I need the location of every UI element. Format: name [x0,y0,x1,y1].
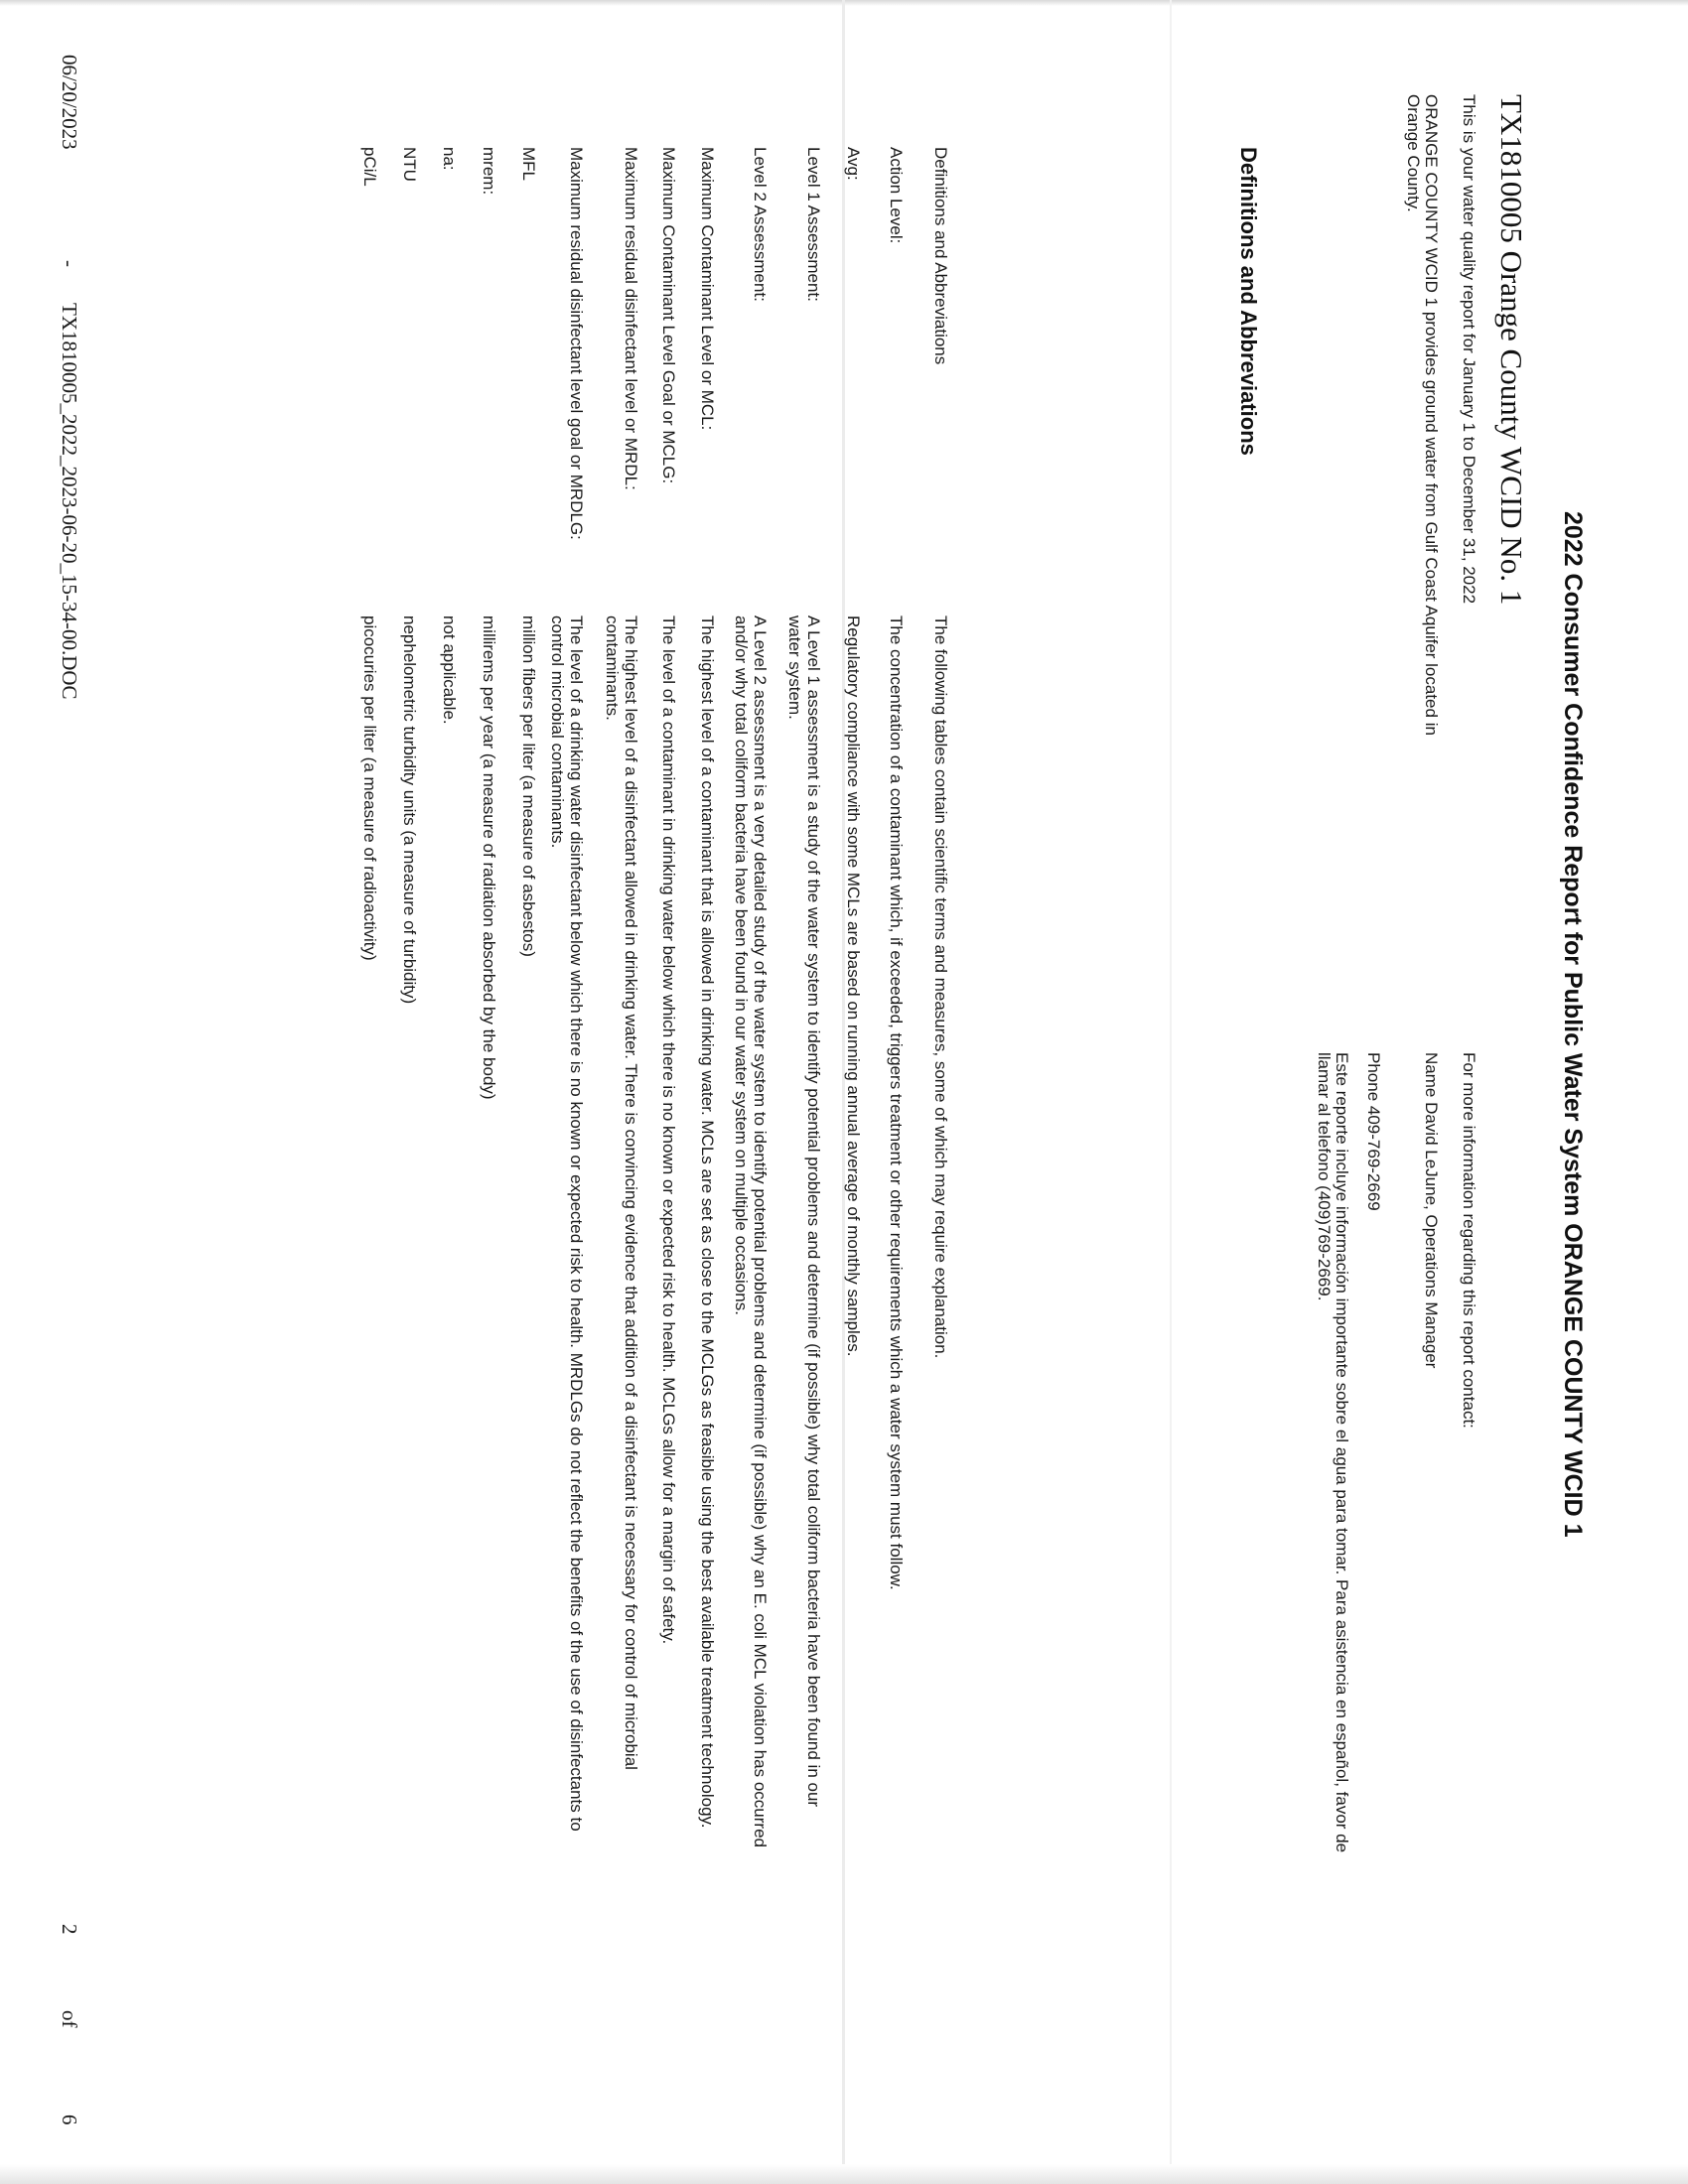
definition-text: water system. [785,615,804,720]
definition-term: MFL [519,147,538,181]
definition-text: The concentration of a contaminant which, if exceeded, triggers treatment or other requirements which a water system must follow. [887,615,906,1590]
definitions-heading: Definitions and Abbreviations [1236,147,1261,456]
report-period: This is your water quality report for January 1 to December 31, 2022 [1460,94,1478,605]
footer-doc-id: TX1810005_2022_2023-06-20_15-34-00.DOC [58,303,81,700]
report-title: 2022 Consumer Confidence Report for Public Water System ORANGE COUNTY WCID 1 [1559,511,1587,1538]
definition-text: millirems per year (a measure of radiation absorbed by the body) [480,615,498,1100]
footer-separator: - [58,260,81,267]
definition-text: not applicable. [440,615,459,725]
definition-text: control microbial contaminants. [548,615,567,849]
definition-text: and/or why total coliform bacteria have been found in our water system on multiple occasions. [732,615,751,1315]
definition-text: million fibers per liter (a measure of asbestos) [519,615,538,957]
definition-term: pCi/L [360,147,379,187]
spanish-notice-line-2: llamar al telefono (409)769-2669. [1315,1052,1334,1301]
definition-term: Level 2 Assessment: [751,147,770,302]
definition-term: Maximum residual disinfectant level goal or MRDLG: [567,147,586,540]
definition-text: A Level 1 assessment is a study of the water system to identify potential problems and determine (if possible) why total coliform bacteria have been found in our [804,615,823,1808]
definition-term: Action Level: [887,147,906,244]
spanish-notice-line-1: Este reporte incluye información importante sobre el agua para tomar. Para asistencia en español, favor de [1333,1052,1351,1853]
definition-term: na: [440,147,459,171]
contact-name: Name David LeJune, Operations Manager [1422,1052,1441,1369]
contact-intro: For more information regarding this report contact: [1460,1052,1478,1429]
definition-term: Maximum Contaminant Level or MCL: [698,147,717,431]
definition-text: A Level 2 assessment is a very detailed study of the water system to identify potential problems and determine (if possible) why an E. coli MCL violation has occurred [751,615,770,1847]
definition-term: Level 1 Assessment: [804,147,823,302]
source-line-1: ORANGE COUNTY WCID 1 provides ground water from Gulf Coast Aquifer located in [1422,94,1441,736]
definition-text: The level of a contaminant in drinking water below which there is no known or expected risk to health. MCLGs allow for a margin of safety. [659,615,678,1645]
footer-page-number: 2 [58,1924,81,1935]
definition-term: Maximum Contaminant Level Goal or MCLG: [659,147,678,484]
footer-date: 06/20/2023 [58,55,81,150]
definition-text: picocuries per liter (a measure of radioactivity) [360,615,379,961]
definition-term: NTU [400,147,419,182]
system-name: TX1810005 Orange County WCID No. 1 [1494,94,1529,606]
definition-text: The highest level of a disinfectant allowed in drinking water. There is convincing evidence that addition of a disinfectant is necessary for control of microbial [622,615,640,1770]
definition-term: Definitions and Abbreviations [931,147,950,365]
contact-phone: Phone 409-769-2669 [1364,1052,1383,1211]
definition-text: Regulatory compliance with some MCLs are based on running annual average of monthly samples. [844,615,863,1357]
footer-page-total: 6 [58,2115,81,2125]
definition-text: The following tables contain scientific terms and measures, some of which may require explanation. [931,615,950,1359]
definition-text: nephelometric turbidity units (a measure of turbidity) [400,615,419,1005]
definition-text: The level of a drinking water disinfectant below which there is no known or expected risk to health. MRDLGs do not reflect the benefits of the use of disinfectants to [567,615,586,1832]
definition-text: contaminants. [603,615,622,721]
definition-text: The highest level of a contaminant that is allowed in drinking water. MCLs are set as close to the MCLGs as feasible using the best available treatment technology. [698,615,717,1829]
definition-term: mrem: [480,147,498,196]
source-line-2: Orange County. [1404,94,1423,212]
definition-term: Avg: [844,147,863,181]
footer-of-label: of [58,2010,81,2028]
definition-term: Maximum residual disinfectant level or MRDL: [622,147,640,490]
